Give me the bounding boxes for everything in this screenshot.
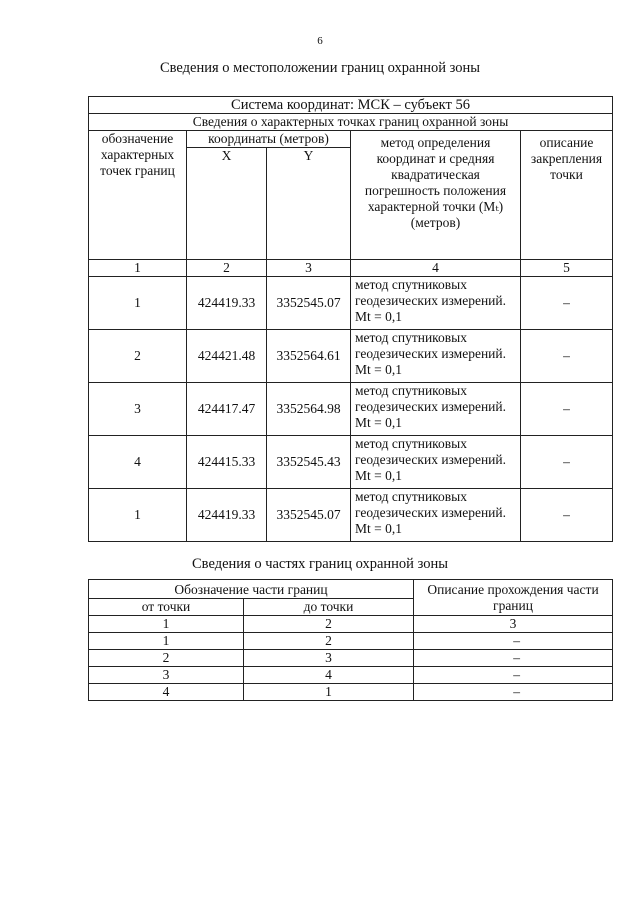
column-numbers-row bbox=[89, 616, 613, 633]
column-number: 2 bbox=[244, 616, 414, 633]
coordinate-system: Система координат: МСК – субъект 56 bbox=[89, 97, 613, 114]
point-description: – bbox=[521, 436, 613, 489]
from-point: 2 bbox=[89, 650, 244, 667]
point-description: – bbox=[521, 277, 613, 330]
method-text: метод спутниковых геодезических измерений. Mt = 0,1 bbox=[351, 330, 521, 383]
header-description: описание закрепления точки bbox=[521, 131, 613, 260]
coord-y: 3352564.61 bbox=[267, 330, 351, 383]
table-row bbox=[89, 330, 613, 383]
header-row bbox=[89, 131, 613, 148]
header-method: метод определения координат и средняя квадратическая погрешность положения характерной точки (Mₜ) (метров) bbox=[351, 131, 521, 260]
part-description: – bbox=[414, 633, 613, 650]
section-title: Сведения о частях границ охранной зоны bbox=[192, 556, 448, 572]
method-text: метод спутниковых геодезических измерений. Mt = 0,1 bbox=[351, 383, 521, 436]
part-description: – bbox=[414, 667, 613, 684]
header-designation: Обозначение части границ bbox=[89, 580, 414, 599]
column-number: 4 bbox=[351, 260, 521, 277]
point-id: 3 bbox=[89, 383, 187, 436]
header-point: обозначение характерных точек границ bbox=[89, 131, 187, 260]
coord-y: 3352564.98 bbox=[267, 383, 351, 436]
table-row bbox=[89, 667, 613, 684]
table-row bbox=[89, 633, 613, 650]
to-point: 3 bbox=[244, 650, 414, 667]
points-table bbox=[88, 96, 613, 542]
from-point: 4 bbox=[89, 684, 244, 701]
coord-x: 424415.33 bbox=[187, 436, 267, 489]
table-row bbox=[89, 489, 613, 542]
part-description: – bbox=[414, 684, 613, 701]
table-row bbox=[89, 650, 613, 667]
to-point: 2 bbox=[244, 633, 414, 650]
table-row bbox=[89, 383, 613, 436]
column-number: 3 bbox=[267, 260, 351, 277]
header-description: Описание прохождения части границ bbox=[414, 580, 613, 616]
method-text: метод спутниковых геодезических измерений. Mt = 0,1 bbox=[351, 436, 521, 489]
column-number: 5 bbox=[521, 260, 613, 277]
table-row bbox=[89, 277, 613, 330]
column-number: 3 bbox=[414, 616, 613, 633]
header-coordinates: координаты (метров) bbox=[187, 131, 351, 148]
table-row bbox=[89, 436, 613, 489]
to-point: 1 bbox=[244, 684, 414, 701]
header-to: до точки bbox=[244, 599, 414, 616]
coord-y: 3352545.07 bbox=[267, 277, 351, 330]
header-from: от точки bbox=[89, 599, 244, 616]
page-title: Сведения о местоположении границ охранной зоны bbox=[159, 60, 480, 76]
point-description: – bbox=[521, 383, 613, 436]
coord-x: 424419.33 bbox=[187, 489, 267, 542]
from-point: 1 bbox=[89, 633, 244, 650]
to-point: 4 bbox=[244, 667, 414, 684]
coord-x: 424419.33 bbox=[187, 277, 267, 330]
subtitle-row bbox=[89, 114, 613, 131]
coord-y: 3352545.43 bbox=[267, 436, 351, 489]
column-number: 1 bbox=[89, 260, 187, 277]
part-description: – bbox=[414, 650, 613, 667]
point-id: 1 bbox=[89, 489, 187, 542]
parts-table bbox=[88, 579, 613, 701]
column-number: 2 bbox=[187, 260, 267, 277]
table-row bbox=[89, 684, 613, 701]
point-id: 2 bbox=[89, 330, 187, 383]
table-subtitle: Сведения о характерных точках границ охранной зоны bbox=[89, 114, 613, 131]
coord-x: 424417.47 bbox=[187, 383, 267, 436]
column-numbers-row bbox=[89, 260, 613, 277]
header-x: X bbox=[187, 148, 267, 260]
header-row bbox=[89, 580, 613, 599]
coordinate-system-row bbox=[89, 97, 613, 114]
header-y: Y bbox=[267, 148, 351, 260]
point-id: 1 bbox=[89, 277, 187, 330]
coord-y: 3352545.07 bbox=[267, 489, 351, 542]
coord-x: 424421.48 bbox=[187, 330, 267, 383]
point-description: – bbox=[521, 330, 613, 383]
column-number: 1 bbox=[89, 616, 244, 633]
point-id: 4 bbox=[89, 436, 187, 489]
method-text: метод спутниковых геодезических измерений. Mt = 0,1 bbox=[351, 489, 521, 542]
page-number: 6 bbox=[317, 35, 323, 47]
from-point: 3 bbox=[89, 667, 244, 684]
method-text: метод спутниковых геодезических измерений. Mt = 0,1 bbox=[351, 277, 521, 330]
point-description: – bbox=[521, 489, 613, 542]
